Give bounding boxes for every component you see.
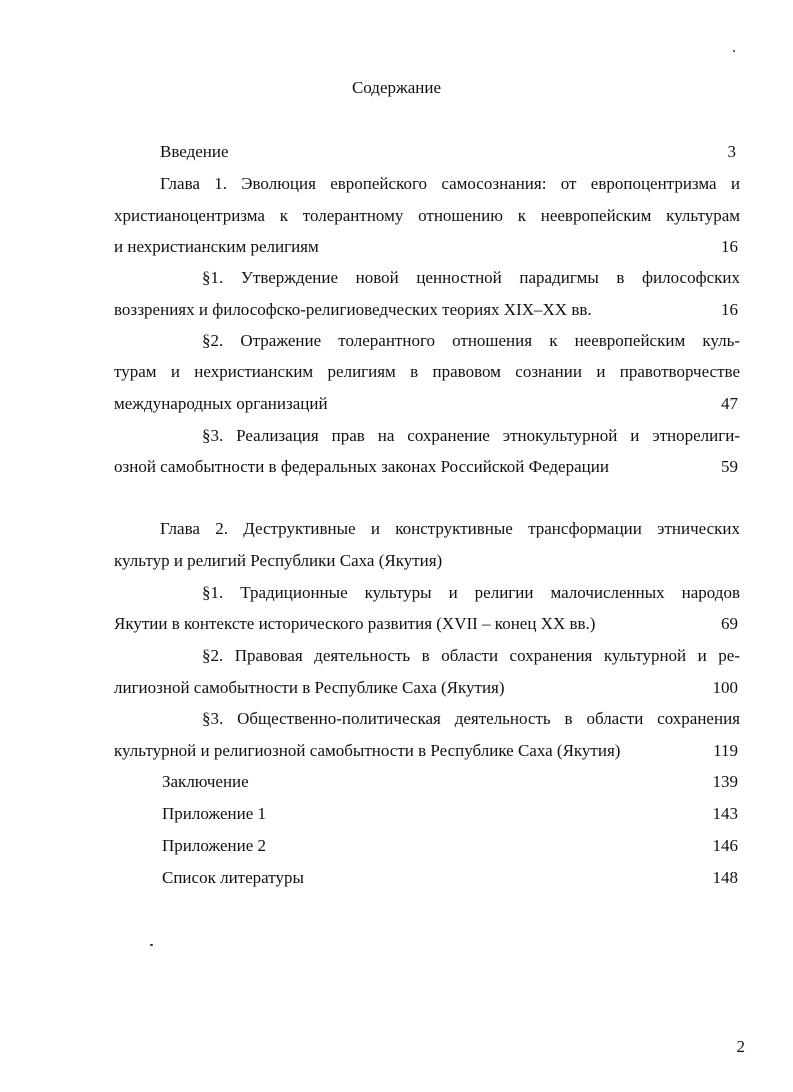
- toc-appendix2-label: Приложение 2: [162, 836, 266, 855]
- scan-speck: [150, 944, 153, 946]
- toc-references-page: 148: [712, 868, 738, 887]
- toc-ch1-s1-line-1: §1. Утверждение новой ценностной парадигмы в философских: [202, 268, 740, 287]
- page-number: 2: [736, 1037, 745, 1056]
- toc-chapter1-line-3: и нехристианским религиям: [114, 237, 319, 256]
- toc-conclusion-label: Заключение: [162, 772, 249, 791]
- toc-ch2-s3-line-1: §3. Общественно-политическая деятельность в области сохранения: [202, 709, 740, 728]
- toc-ch1-s2-line-1: §2. Отражение толерантного отношения к неевропейским куль-: [202, 331, 740, 350]
- toc-intro-page: 3: [727, 142, 736, 161]
- toc-ch1-s3-line-1: §3. Реализация прав на сохранение этнокультурной и этнорелиги-: [202, 426, 740, 445]
- toc-ch2-s3-page: 119: [713, 741, 738, 760]
- toc-ch1-s3-line-2: озной самобытности в федеральных законах Российской Федерации: [114, 457, 609, 476]
- toc-chapter2-line-1: Глава 2. Деструктивные и конструктивные трансформации этнических: [160, 519, 740, 538]
- toc-conclusion-page: 139: [712, 772, 738, 791]
- toc-ch1-s2-page: 47: [721, 394, 738, 413]
- scan-speck: [733, 50, 735, 52]
- toc-chapter1-page: 16: [721, 237, 738, 256]
- toc-ch2-s2-page: 100: [712, 678, 738, 697]
- toc-ch2-s2-line-2: лигиозной самобытности в Республике Саха (Якутия): [114, 678, 505, 697]
- toc-ch2-s1-line-2: Якутии в контексте исторического развития (XVII – конец XX вв.): [114, 614, 596, 633]
- toc-ch1-s1-line-2: воззрениях и философско-религиоведческих теориях XIX–XX вв.: [114, 300, 592, 319]
- toc-ch2-s2-line-1: §2. Правовая деятельность в области сохранения культурной и ре-: [202, 646, 740, 665]
- toc-ch1-s1-page: 16: [721, 300, 738, 319]
- toc-appendix2-page: 146: [712, 836, 738, 855]
- toc-ch2-s3-line-2: культурной и религиозной самобытности в Республике Саха (Якутия): [114, 741, 621, 760]
- toc-ch1-s2-line-2: турам и нехристианским религиям в правовом сознании и правотворчестве: [114, 362, 740, 381]
- toc-chapter1-line-1: Глава 1. Эволюция европейского самосознания: от европоцентризма и: [160, 174, 740, 193]
- toc-ch1-s3-page: 59: [721, 457, 738, 476]
- toc-ch2-s1-page: 69: [721, 614, 738, 633]
- toc-chapter2-line-2: культур и религий Республики Саха (Якутия): [114, 551, 443, 570]
- page-title: Содержание: [351, 78, 442, 97]
- toc-ch1-s2-line-3: международных организаций: [114, 394, 328, 413]
- toc-intro-label: Введение: [160, 142, 229, 161]
- toc-references-label: Список литературы: [162, 868, 304, 887]
- toc-chapter1-line-2: христианоцентризма к толерантному отношению к неевропейским культурам: [114, 206, 740, 225]
- toc-appendix1-page: 143: [712, 804, 738, 823]
- toc-ch2-s1-line-1: §1. Традиционные культуры и религии малочисленных народов: [202, 583, 740, 602]
- toc-appendix1-label: Приложение 1: [162, 804, 266, 823]
